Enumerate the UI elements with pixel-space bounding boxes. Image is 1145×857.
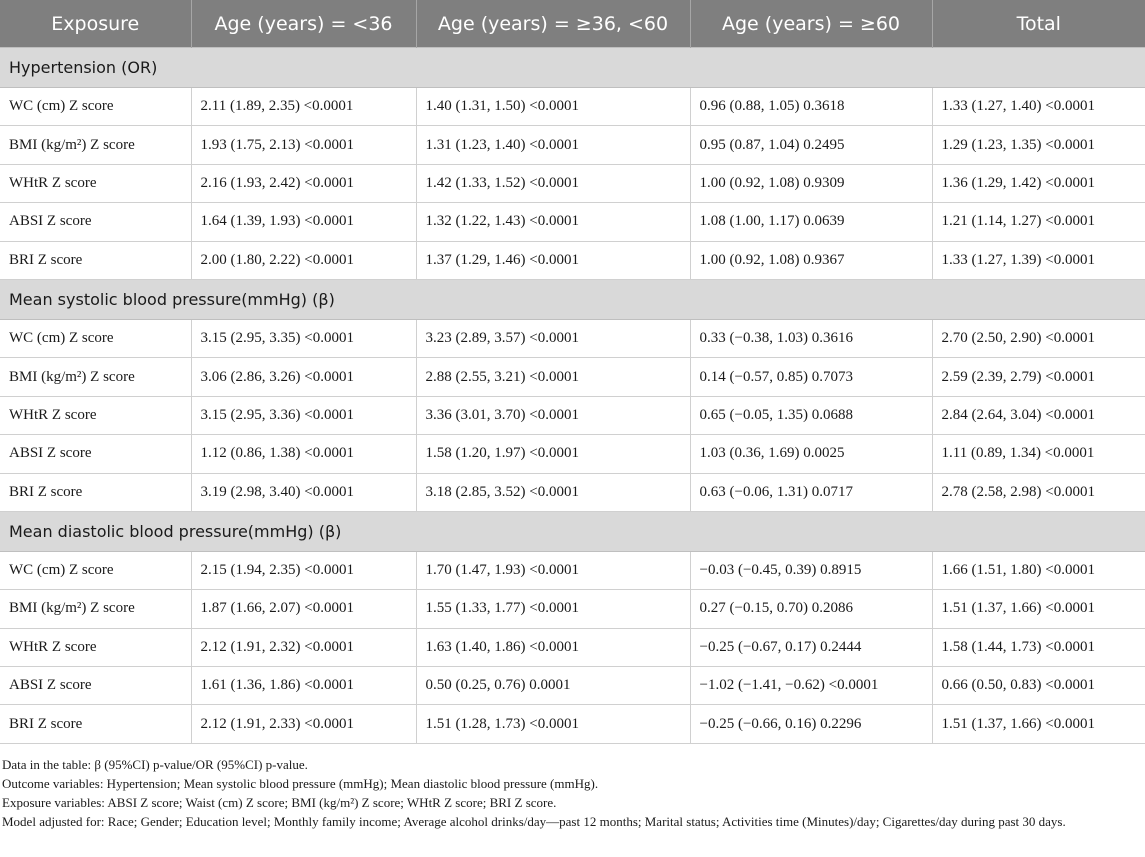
section-title: Hypertension (OR) — [0, 48, 1145, 88]
age-36-60-cell: 1.58 (1.20, 1.97) <0.0001 — [416, 435, 690, 473]
header-age-36-60: Age (years) = ≥36, <60 — [416, 0, 690, 48]
note-data-format — [2, 755, 1142, 774]
age-under-36-cell: 1.12 (0.86, 1.38) <0.0001 — [191, 435, 416, 473]
exposure-cell: BMI (kg/m²) Z score — [0, 590, 191, 628]
total-cell: 2.84 (2.64, 3.04) <0.0001 — [932, 396, 1145, 434]
age-36-60-cell: 1.51 (1.28, 1.73) <0.0001 — [416, 705, 690, 743]
table-row — [0, 88, 1145, 126]
age-under-36-cell: 3.15 (2.95, 3.36) <0.0001 — [191, 396, 416, 434]
age-60-plus-cell: 0.33 (−0.38, 1.03) 0.3616 — [690, 319, 932, 357]
age-under-36-cell: 2.12 (1.91, 2.32) <0.0001 — [191, 628, 416, 666]
exposure-cell: WC (cm) Z score — [0, 319, 191, 357]
age-under-36-cell: 2.16 (1.93, 2.42) <0.0001 — [191, 164, 416, 202]
total-cell: 1.33 (1.27, 1.39) <0.0001 — [932, 241, 1145, 279]
total-cell: 1.58 (1.44, 1.73) <0.0001 — [932, 628, 1145, 666]
note-exposure-variables: Exposure variables: ABSI Z score; Waist (cm) Z score; BMI (kg/m²) Z score; WHtR Z score; BRI Z score. — [2, 795, 557, 810]
exposure-cell: ABSI Z score — [0, 435, 191, 473]
header-age-60-plus: Age (years) = ≥60 — [690, 0, 932, 48]
exposure-cell: ABSI Z score — [0, 667, 191, 705]
age-36-60-cell: 0.50 (0.25, 0.76) 0.0001 — [416, 667, 690, 705]
age-36-60-cell: 2.88 (2.55, 3.21) <0.0001 — [416, 358, 690, 396]
age-36-60-cell: 1.31 (1.23, 1.40) <0.0001 — [416, 126, 690, 164]
age-60-plus-cell: 0.96 (0.88, 1.05) 0.3618 — [690, 88, 932, 126]
age-60-plus-cell: 0.95 (0.87, 1.04) 0.2495 — [690, 126, 932, 164]
total-cell: 0.66 (0.50, 0.83) <0.0001 — [932, 667, 1145, 705]
age-under-36-cell: 1.93 (1.75, 2.13) <0.0001 — [191, 126, 416, 164]
age-60-plus-cell: 1.00 (0.92, 1.08) 0.9309 — [690, 164, 932, 202]
age-36-60-cell: 1.63 (1.40, 1.86) <0.0001 — [416, 628, 690, 666]
table-row — [0, 435, 1145, 473]
age-36-60-cell: 1.70 (1.47, 1.93) <0.0001 — [416, 551, 690, 589]
age-under-36-cell: 2.15 (1.94, 2.35) <0.0001 — [191, 551, 416, 589]
exposure-cell: ABSI Z score — [0, 203, 191, 241]
age-36-60-cell: 1.32 (1.22, 1.43) <0.0001 — [416, 203, 690, 241]
total-cell: 1.51 (1.37, 1.66) <0.0001 — [932, 590, 1145, 628]
table-row — [0, 241, 1145, 279]
table-body — [0, 48, 1145, 744]
age-60-plus-cell: −1.02 (−1.41, −0.62) <0.0001 — [690, 667, 932, 705]
age-under-36-cell: 1.87 (1.66, 2.07) <0.0001 — [191, 590, 416, 628]
age-60-plus-cell: 0.14 (−0.57, 0.85) 0.7073 — [690, 358, 932, 396]
exposure-cell: WHtR Z score — [0, 164, 191, 202]
age-under-36-cell: 1.64 (1.39, 1.93) <0.0001 — [191, 203, 416, 241]
section-header-row — [0, 48, 1145, 88]
age-60-plus-cell: 0.27 (−0.15, 0.70) 0.2086 — [690, 590, 932, 628]
table-row — [0, 164, 1145, 202]
section-header-row — [0, 511, 1145, 551]
age-60-plus-cell: −0.03 (−0.45, 0.39) 0.8915 — [690, 551, 932, 589]
age-36-60-cell: 1.40 (1.31, 1.50) <0.0001 — [416, 88, 690, 126]
section-title: Mean systolic blood pressure(mmHg) (β) — [0, 279, 1145, 319]
age-60-plus-cell: −0.25 (−0.67, 0.17) 0.2444 — [690, 628, 932, 666]
age-60-plus-cell: 1.08 (1.00, 1.17) 0.0639 — [690, 203, 932, 241]
exposure-cell: BRI Z score — [0, 705, 191, 743]
exposure-cell: WC (cm) Z score — [0, 88, 191, 126]
table-row — [0, 396, 1145, 434]
exposure-cell: BMI (kg/m²) Z score — [0, 126, 191, 164]
age-under-36-cell: 2.00 (1.80, 2.22) <0.0001 — [191, 241, 416, 279]
header-total: Total — [932, 0, 1145, 48]
exposure-cell: WHtR Z score — [0, 396, 191, 434]
age-under-36-cell: 1.61 (1.36, 1.86) <0.0001 — [191, 667, 416, 705]
note-text: Data in the table: β (95%CI) p-value/OR (95%CI) p-value. — [2, 757, 308, 772]
total-cell: 2.70 (2.50, 2.90) <0.0001 — [932, 319, 1145, 357]
age-60-plus-cell: 0.65 (−0.05, 1.35) 0.0688 — [690, 396, 932, 434]
age-60-plus-cell: 1.03 (0.36, 1.69) 0.0025 — [690, 435, 932, 473]
total-cell: 2.59 (2.39, 2.79) <0.0001 — [932, 358, 1145, 396]
table-notes — [2, 755, 1142, 831]
age-36-60-cell: 3.18 (2.85, 3.52) <0.0001 — [416, 473, 690, 511]
table-row — [0, 319, 1145, 357]
table-row — [0, 473, 1145, 511]
age-under-36-cell: 3.06 (2.86, 3.26) <0.0001 — [191, 358, 416, 396]
age-under-36-cell: 2.11 (1.89, 2.35) <0.0001 — [191, 88, 416, 126]
exposure-cell: BRI Z score — [0, 241, 191, 279]
section-header-row — [0, 279, 1145, 319]
table-row — [0, 667, 1145, 705]
table-row — [0, 551, 1145, 589]
table-row — [0, 628, 1145, 666]
age-under-36-cell: 2.12 (1.91, 2.33) <0.0001 — [191, 705, 416, 743]
age-60-plus-cell: 1.00 (0.92, 1.08) 0.9367 — [690, 241, 932, 279]
note-model-adjustment: Model adjusted for: Race; Gender; Education level; Monthly family income; Average alcohol drinks/day—past 12 months; Marital status; Activities time (Minutes)/day; Cigarettes/day during past 30 days. — [2, 814, 1066, 829]
total-cell: 1.66 (1.51, 1.80) <0.0001 — [932, 551, 1145, 589]
total-cell: 1.51 (1.37, 1.66) <0.0001 — [932, 705, 1145, 743]
header-exposure: Exposure — [0, 0, 191, 48]
total-cell: 1.21 (1.14, 1.27) <0.0001 — [932, 203, 1145, 241]
exposure-cell: WHtR Z score — [0, 628, 191, 666]
exposure-cell: BMI (kg/m²) Z score — [0, 358, 191, 396]
total-cell: 1.11 (0.89, 1.34) <0.0001 — [932, 435, 1145, 473]
table-row — [0, 590, 1145, 628]
age-36-60-cell: 3.23 (2.89, 3.57) <0.0001 — [416, 319, 690, 357]
age-60-plus-cell: −0.25 (−0.66, 0.16) 0.2296 — [690, 705, 932, 743]
table-row — [0, 705, 1145, 743]
table-row — [0, 358, 1145, 396]
section-title: Mean diastolic blood pressure(mmHg) (β) — [0, 511, 1145, 551]
age-36-60-cell: 1.42 (1.33, 1.52) <0.0001 — [416, 164, 690, 202]
age-36-60-cell: 3.36 (3.01, 3.70) <0.0001 — [416, 396, 690, 434]
exposure-cell: BRI Z score — [0, 473, 191, 511]
note-outcome-variables: Outcome variables: Hypertension; Mean systolic blood pressure (mmHg); Mean diastolic blood pressure (mmHg). — [2, 776, 599, 791]
total-cell: 2.78 (2.58, 2.98) <0.0001 — [932, 473, 1145, 511]
table-row — [0, 126, 1145, 164]
age-under-36-cell: 3.19 (2.98, 3.40) <0.0001 — [191, 473, 416, 511]
header-age-under-36: Age (years) = <36 — [191, 0, 416, 48]
age-36-60-cell: 1.37 (1.29, 1.46) <0.0001 — [416, 241, 690, 279]
age-under-36-cell: 3.15 (2.95, 3.35) <0.0001 — [191, 319, 416, 357]
age-36-60-cell: 1.55 (1.33, 1.77) <0.0001 — [416, 590, 690, 628]
total-cell: 1.36 (1.29, 1.42) <0.0001 — [932, 164, 1145, 202]
total-cell: 1.33 (1.27, 1.40) <0.0001 — [932, 88, 1145, 126]
exposure-cell: WC (cm) Z score — [0, 551, 191, 589]
table-row — [0, 203, 1145, 241]
total-cell: 1.29 (1.23, 1.35) <0.0001 — [932, 126, 1145, 164]
age-60-plus-cell: 0.63 (−0.06, 1.31) 0.0717 — [690, 473, 932, 511]
table-header — [0, 0, 1145, 48]
